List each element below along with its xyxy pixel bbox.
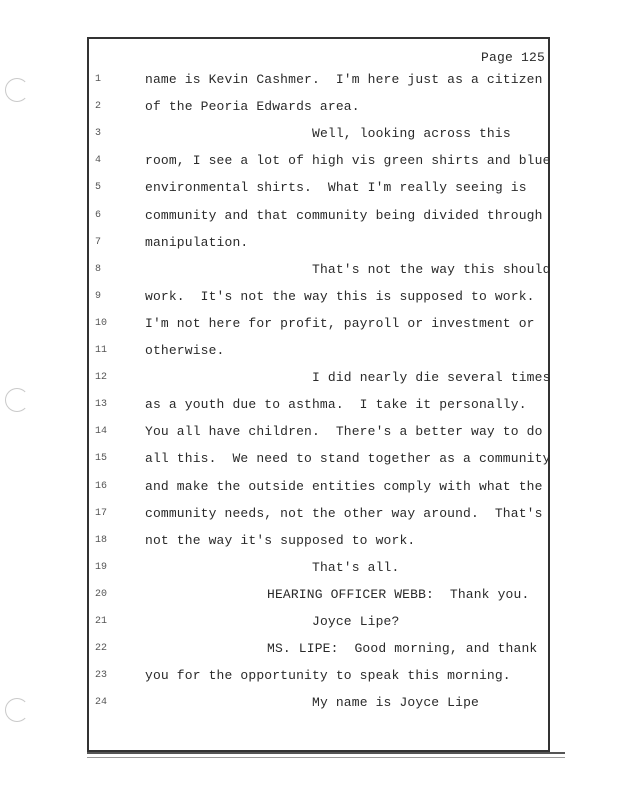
line-number: 7 — [95, 236, 102, 248]
transcript-line — [0, 233, 618, 253]
line-number: 9 — [95, 290, 102, 302]
line-number: 17 — [95, 507, 108, 519]
line-number: 1 — [95, 74, 102, 85]
transcript-line — [0, 612, 618, 632]
transcript-line — [0, 97, 618, 117]
line-text: community and that community being divided through — [145, 207, 543, 223]
line-text: as a youth due to asthma. I take it personally. — [145, 397, 527, 413]
line-number: 3 — [95, 128, 102, 140]
line-number: 4 — [95, 155, 102, 167]
transcript-line — [0, 151, 618, 171]
transcript-line — [0, 395, 618, 415]
transcript-line — [0, 558, 618, 578]
line-number: 19 — [95, 561, 108, 573]
line-number: 20 — [95, 588, 108, 600]
transcript-line — [0, 693, 618, 713]
line-number: 15 — [95, 453, 108, 465]
transcript-line — [0, 477, 618, 497]
line-text: You all have children. There's a better way to do — [145, 424, 543, 440]
bottom-rule — [87, 752, 565, 754]
transcript-line — [0, 70, 618, 90]
line-text: all this. We need to stand together as a community — [145, 451, 551, 467]
line-text: That's not the way this should — [312, 261, 551, 277]
line-number: 10 — [95, 317, 108, 329]
line-text: I did nearly die several times — [312, 370, 551, 386]
line-number: 12 — [95, 372, 108, 384]
line-text: MS. LIPE: Good morning, and thank — [267, 641, 538, 657]
transcript-line — [0, 206, 618, 226]
transcript-line — [0, 314, 618, 334]
line-number: 14 — [95, 426, 108, 438]
line-text: Well, looking across this — [312, 126, 511, 142]
transcript-line — [0, 287, 618, 307]
transcript-line — [0, 585, 618, 605]
line-number: 13 — [95, 399, 108, 411]
line-number: 6 — [95, 209, 102, 221]
transcript-line — [0, 178, 618, 198]
line-number: 24 — [95, 697, 108, 709]
line-number: 2 — [95, 101, 102, 113]
transcript-line — [0, 124, 618, 144]
transcript-line — [0, 260, 618, 280]
line-text: HEARING OFFICER WEBB: Thank you. — [267, 586, 530, 602]
transcript-line — [0, 341, 618, 361]
transcript-line — [0, 666, 618, 686]
line-number: 16 — [95, 480, 108, 492]
line-text: work. It's not the way this is supposed to work. — [145, 288, 535, 304]
line-text: name is Kevin Cashmer. I'm here just as a citizen — [145, 72, 543, 87]
line-number: 22 — [95, 643, 108, 655]
transcript-line — [0, 504, 618, 524]
line-number: 5 — [95, 182, 102, 194]
line-number: 18 — [95, 534, 108, 546]
line-text: not the way it's supposed to work. — [145, 532, 416, 548]
line-text: That's all. — [312, 559, 400, 575]
bottom-rule-secondary — [87, 757, 565, 758]
line-text: of the Peoria Edwards area. — [145, 99, 360, 115]
line-number: 8 — [95, 263, 102, 275]
line-number: 23 — [95, 670, 108, 682]
transcript-line — [0, 531, 618, 551]
line-text: and make the outside entities comply with what the — [145, 478, 543, 494]
transcript-line — [0, 449, 618, 469]
line-number: 11 — [95, 345, 108, 356]
line-text: room, I see a lot of high vis green shirts and blue — [145, 153, 551, 169]
line-text: environmental shirts. What I'm really seeing is — [145, 180, 527, 196]
line-text: community needs, not the other way around. That's — [145, 505, 543, 521]
line-text: manipulation. — [145, 234, 249, 250]
line-number: 21 — [95, 616, 108, 627]
line-text: My name is Joyce Lipe — [312, 695, 479, 711]
line-text: I'm not here for profit, payroll or investment or — [145, 315, 535, 331]
line-text: you for the opportunity to speak this morning. — [145, 668, 511, 684]
line-text: otherwise. — [145, 343, 225, 358]
line-text: Joyce Lipe? — [312, 614, 400, 629]
page-number: Page 125 — [481, 50, 546, 65]
transcript-line — [0, 639, 618, 659]
transcript-line — [0, 368, 618, 388]
transcript-line — [0, 422, 618, 442]
